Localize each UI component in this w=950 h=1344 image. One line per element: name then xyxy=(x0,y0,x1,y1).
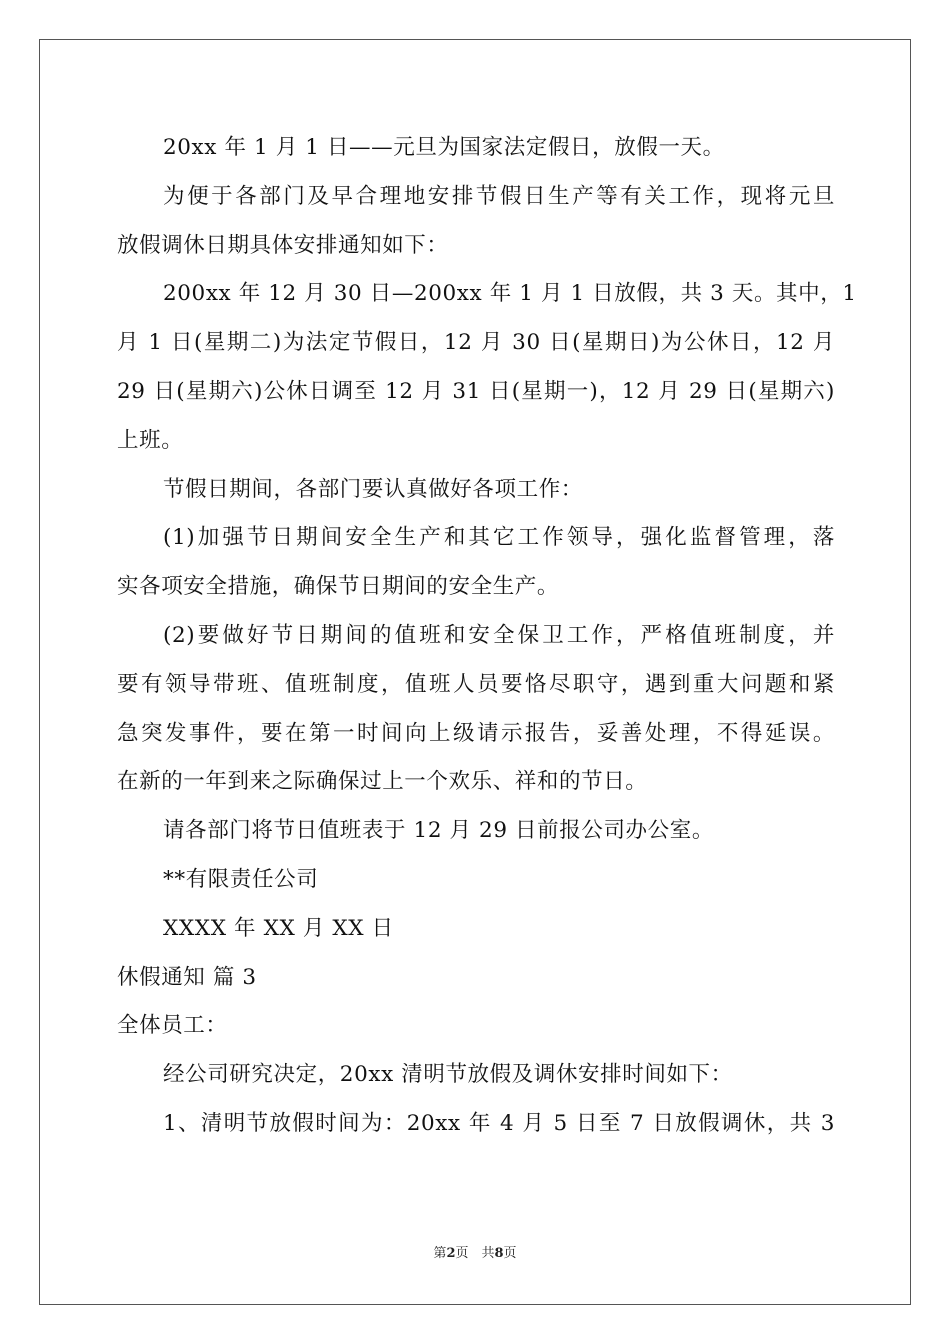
paragraph-line: 请各部门将节日值班表于 12 月 29 日前报公司办公室。 xyxy=(163,818,714,844)
paragraph-line: 1、清明节放假时间为：20xx 年 4 月 5 日至 7 日放假调休，共 3 xyxy=(163,1110,835,1136)
paragraph-line: 上班。 xyxy=(117,427,184,453)
paragraph-line: 月 1 日(星期二)为法定节假日，12 月 30 日(星期日)为公休日，12 月 xyxy=(117,330,835,356)
salutation: 全体员工： xyxy=(117,1013,228,1039)
paragraph-line: 要有领导带班、值班制度，值班人员要恪尽职守，遇到重大问题和紧 xyxy=(117,671,835,697)
section-heading: 休假通知 篇 3 xyxy=(117,964,257,990)
page-suffix: 页 xyxy=(503,1246,517,1261)
paragraph-line: (1)加强节日期间安全生产和其它工作领导，强化监督管理，落 xyxy=(163,525,835,551)
paragraph-line: 在新的一年到来之际确保过上一个欢乐、祥和的节日。 xyxy=(117,769,648,795)
company-name: **有限责任公司 xyxy=(163,866,319,892)
paragraph-line: 20xx 年 1 月 1 日——元旦为国家法定假日，放假一天。 xyxy=(163,135,725,160)
paragraph-line: 经公司研究决定，20xx 清明节放假及调休安排时间如下： xyxy=(163,1062,733,1088)
paragraph-line: 放假调休日期具体安排通知如下： xyxy=(117,232,449,258)
current-page-number: 2 xyxy=(446,1246,456,1261)
page-prefix: 第 xyxy=(433,1246,447,1261)
paragraph-line: 200xx 年 12 月 30 日—200xx 年 1 月 1 日放假，共 3 天。其中，1 xyxy=(163,281,857,307)
total-page-number: 8 xyxy=(494,1246,504,1261)
paragraph-line: 为便于各部门及早合理地安排节假日生产等有关工作，现将元旦 xyxy=(163,183,835,209)
paragraph-line: 节假日期间，各部门要认真做好各项工作： xyxy=(163,476,583,502)
paragraph-line: (2)要做好节日期间的值班和安全保卫工作，严格值班制度，并 xyxy=(163,622,835,648)
page-footer xyxy=(0,1242,950,1261)
document-body xyxy=(117,128,857,1153)
signature-date: XXXX 年 XX 月 XX 日 xyxy=(163,915,394,941)
paragraph-line: 实各项安全措施，确保节日期间的安全生产。 xyxy=(117,574,560,600)
paragraph-line: 急突发事件，要在第一时间向上级请示报告，妥善处理，不得延误。 xyxy=(117,720,835,746)
paragraph-line: 29 日(星期六)公休日调至 12 月 31 日(星期一)，12 月 29 日(星期六) xyxy=(117,378,835,404)
page-mid: 页 共 xyxy=(455,1246,495,1261)
